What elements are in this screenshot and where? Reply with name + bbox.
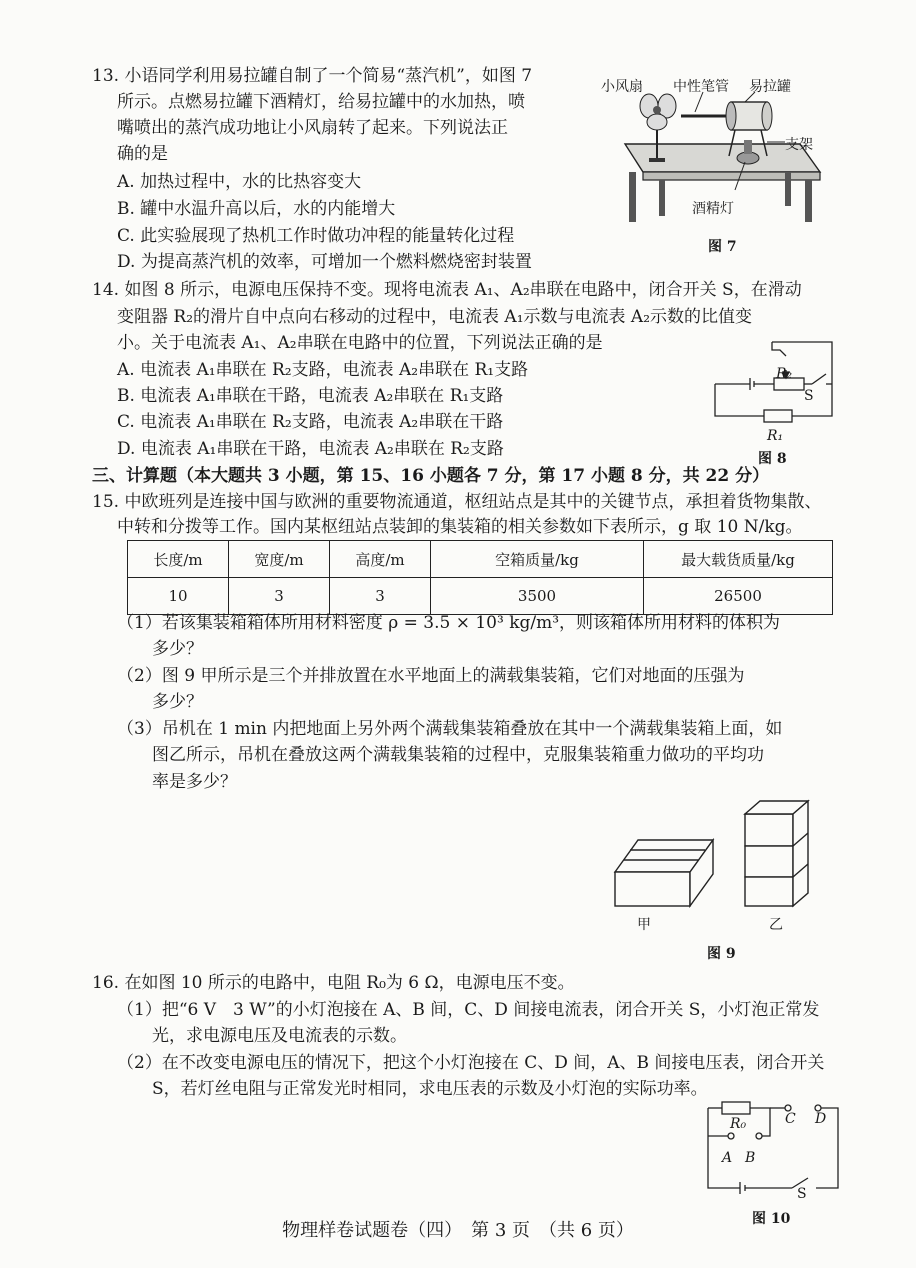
table-header: 宽度/m bbox=[229, 541, 330, 578]
q15-sub-3: （3）吊机在 1 min 内把地面上另外两个满载集装箱叠放在其中一个满载集装箱上面，如 bbox=[117, 719, 783, 739]
q16-sub-1: （1）把“6 V 3 W”的小灯泡接在 A、B 间，C、D 间接电流表，闭合开关 S，小灯泡正常发 bbox=[117, 1000, 820, 1020]
fig9-label-b: 乙 bbox=[769, 917, 783, 933]
q15-sub-2: （2）图 9 甲所示是三个并排放置在水平地面上的满载集装箱，它们对地面的压强为 bbox=[117, 666, 745, 686]
q14-line-2: 变阻器 R₂的滑片自中点向右移动的过程中，电流表 A₁示数与电流表 A₂示数的比值变 bbox=[117, 307, 753, 327]
q16-sub-2: （2）在不改变电源电压的情况下，把这个小灯泡接在 C、D 间，A、B 间接电压表，闭合开关 bbox=[117, 1053, 825, 1073]
fig7-label-pen-tube: 中性笔管 bbox=[673, 79, 729, 95]
q13-line-2: 所示。点燃易拉罐下酒精灯，给易拉罐中的水加热，喷 bbox=[117, 92, 525, 112]
q14-line-1: 14. 如图 8 所示，电源电压保持不变。现将电流表 A₁、A₂串联在电路中，闭合开关 S，在滑动 bbox=[92, 280, 802, 300]
table-header-row bbox=[128, 541, 833, 578]
table-row bbox=[128, 578, 833, 615]
q15-line-1: 15. 中欧班列是连接中国与欧洲的重要物流通道，枢纽站点是其中的关键节点，承担着货物集散、 bbox=[92, 492, 822, 512]
fig10-label-r0: R₀ bbox=[730, 1116, 747, 1132]
q16-sub-1-cont: 光，求电源电压及电流表的示数。 bbox=[152, 1026, 407, 1046]
fig7-label-can: 易拉罐 bbox=[749, 79, 791, 95]
q13-option-b: B. 罐中水温升高以后，水的内能增大 bbox=[117, 199, 396, 219]
q13-line-3: 嘴喷出的蒸汽成功地让小风扇转了起来。下列说法正 bbox=[117, 118, 508, 138]
fig9-label-a: 甲 bbox=[637, 917, 651, 933]
q13-option-d: D. 为提高蒸汽机的效率，可增加一个燃料燃烧密封装置 bbox=[117, 252, 532, 272]
q15-sub-1: （1）若该集装箱箱体所用材料密度 ρ = 3.5 × 10³ kg/m³，则该箱体所用材料的体积为 bbox=[117, 613, 781, 633]
table-cell: 3 bbox=[330, 578, 431, 615]
q14-option-d: D. 电流表 A₁串联在干路，电流表 A₂串联在 R₂支路 bbox=[117, 439, 504, 459]
table-cell: 3500 bbox=[431, 578, 644, 615]
q14-option-c: C. 电流表 A₁串联在 R₂支路，电流表 A₂串联在干路 bbox=[117, 412, 504, 432]
q14-option-b: B. 电流表 A₁串联在干路，电流表 A₂串联在 R₁支路 bbox=[117, 386, 504, 406]
figure-7-steam-engine bbox=[595, 72, 825, 262]
fig10-label-d: D bbox=[815, 1111, 827, 1127]
fig10-label-s: S bbox=[797, 1186, 807, 1202]
q13-option-c: C. 此实验展现了热机工作时做功冲程的能量转化过程 bbox=[117, 226, 515, 246]
fig10-label-b: B bbox=[745, 1150, 756, 1166]
fig8-label-s: S bbox=[804, 388, 814, 404]
q13-option-a: A. 加热过程中，水的比热容变大 bbox=[117, 172, 362, 192]
q16-line-1: 16. 在如图 10 所示的电路中，电阻 R₀为 6 Ω，电源电压不变。 bbox=[92, 973, 575, 993]
table-cell: 10 bbox=[128, 578, 229, 615]
table-header: 长度/m bbox=[128, 541, 229, 578]
figure-8-circuit bbox=[712, 326, 838, 426]
q15-sub-3-cont: 图乙所示，吊机在叠放这两个满载集装箱的过程中，克服集装箱重力做功的平均功 bbox=[152, 745, 764, 765]
page-footer: 物理样卷试题卷（四） 第 3 页 （共 6 页） bbox=[282, 1220, 634, 1241]
fig7-label-lamp: 酒精灯 bbox=[692, 201, 734, 217]
fig10-label-c: C bbox=[785, 1111, 796, 1127]
table-cell: 3 bbox=[229, 578, 330, 615]
fig10-caption: 图 10 bbox=[752, 1211, 791, 1227]
q15-line-2: 中转和分拨等工作。国内某枢纽站点装卸的集装箱的相关参数如下表所示，g 取 10 N/kg。 bbox=[117, 517, 803, 537]
fig10-label-a: A bbox=[722, 1150, 733, 1166]
fig7-label-stand: 支架 bbox=[785, 137, 813, 153]
q16-sub-2-cont: S，若灯丝电阻与正常发光时相同，求电压表的示数及小灯泡的实际功率。 bbox=[152, 1079, 708, 1099]
fig8-label-r1: R₁ bbox=[767, 428, 784, 444]
table-cell: 26500 bbox=[644, 578, 833, 615]
container-parameter-table bbox=[127, 540, 833, 615]
table-header: 最大载货质量/kg bbox=[644, 541, 833, 578]
figure-9-containers bbox=[610, 800, 825, 910]
q13-line-1: 13. 小语同学利用易拉罐自制了一个简易“蒸汽机”，如图 7 bbox=[92, 66, 533, 86]
fig7-label-fan: 小风扇 bbox=[601, 79, 643, 95]
q15-sub-1-cont: 多少？ bbox=[152, 639, 203, 659]
fig7-caption: 图 7 bbox=[708, 239, 737, 255]
table-header: 空箱质量/kg bbox=[431, 541, 644, 578]
fig8-caption: 图 8 bbox=[758, 451, 787, 467]
fig9-caption: 图 9 bbox=[707, 946, 736, 962]
table-header: 高度/m bbox=[330, 541, 431, 578]
q15-sub-3-cont-2: 率是多少？ bbox=[152, 772, 237, 792]
fig8-label-r2: R₂ bbox=[776, 366, 793, 382]
q14-line-3: 小。关于电流表 A₁、A₂串联在电路中的位置，下列说法正确的是 bbox=[117, 333, 603, 353]
q14-option-a: A. 电流表 A₁串联在 R₂支路，电流表 A₂串联在 R₁支路 bbox=[117, 360, 529, 380]
section-3-heading: 三、计算题（本大题共 3 小题，第 15、16 小题各 7 分，第 17 小题 8 分，共 22 分） bbox=[92, 466, 770, 486]
q15-sub-2-cont: 多少？ bbox=[152, 692, 203, 712]
q13-line-4: 确的是 bbox=[117, 144, 168, 164]
